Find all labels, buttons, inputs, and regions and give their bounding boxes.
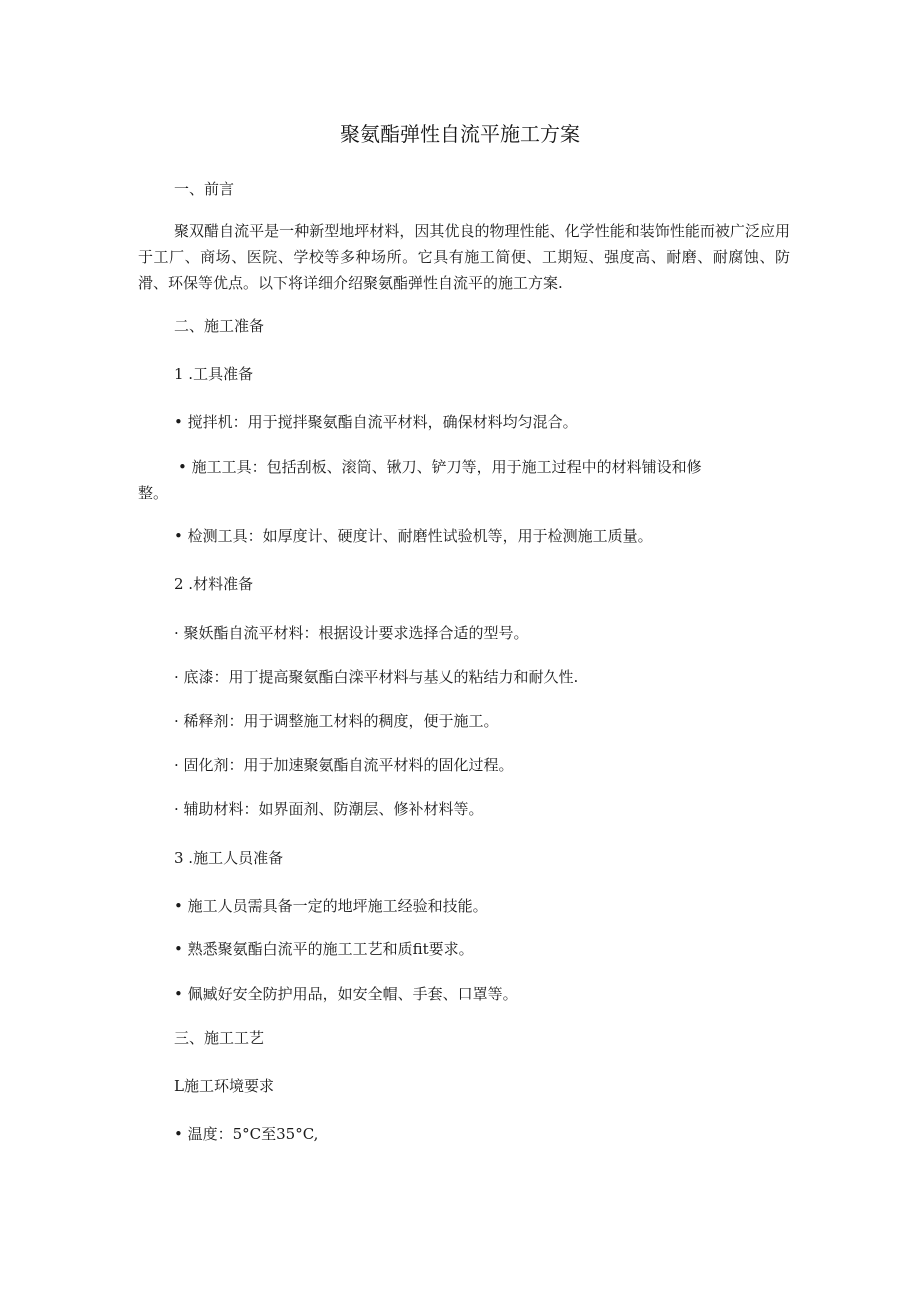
section-heading-process: 三、施工工艺 — [174, 1029, 265, 1047]
document-title: 聚氨酯弹性自流平施工方案 — [340, 122, 580, 146]
list-item: · 辅助材料：如界面剂、防潮层、修补材料等。 — [174, 800, 484, 818]
section-heading-preface: 一、前言 — [174, 180, 235, 198]
preface-paragraph: 聚双醋自流平是一种新型地坪材料，因其优良的物理性能、化学性能和装饰性能而被广泛应用于工厂、商场、医院、学校等多种场所。它具有施工简便、工期短、强度高、耐磨、耐腐蚀、防滑、环保等优点。以下将详细介绍聚氨酯弹性自流平的施工方案. — [138, 222, 790, 292]
list-item: • 熟悉聚氨酯白流平的施工工艺和质fit要求。 — [174, 940, 474, 958]
list-item-continuation: 整。 — [138, 484, 169, 502]
list-item: · 稀释剂：用于调整施工材料的稠度，便于施工。 — [174, 712, 499, 730]
list-item: · 底漆：用丁提高聚氨酯白滦平材料与基乂的粘结力和耐久性. — [174, 668, 579, 686]
section-heading-preparation: 二、施工准备 — [174, 317, 265, 335]
list-item: • 检测工具：如厚度计、硬度计、耐磨性试验机等，用于检测施工质量。 — [174, 527, 653, 545]
list-item: • 搅拌机：用于搅拌聚氨酯自流平材料，确保材料均匀混合。 — [174, 413, 578, 431]
list-item: • 佩臧好安全防护用品，如安全帽、手套、口罩等。 — [174, 985, 518, 1003]
list-item: · 聚妖酯自流平材料：根据设计要求选择合适的型号。 — [174, 624, 529, 642]
subheading-materials: 2 .材料准备 — [174, 575, 254, 593]
subheading-tools: 1 .工具准备 — [174, 365, 254, 383]
subheading-staff: 3 .施工人员准备 — [174, 849, 284, 867]
list-item: • 施工工具：包括刮板、滚筒、锹刀、铲刀等，用于施工过程中的材料铺设和修 — [178, 458, 702, 476]
list-item: • 施工人员需具备一定的地坪施工经验和技能。 — [174, 897, 488, 915]
list-item: · 固化剂：用于加速聚氨酯自流平材料的固化过程。 — [174, 756, 514, 774]
list-item: • 温度：5°C至35°C, — [174, 1125, 319, 1143]
subheading-environment: L施工环境要求 — [174, 1077, 274, 1095]
